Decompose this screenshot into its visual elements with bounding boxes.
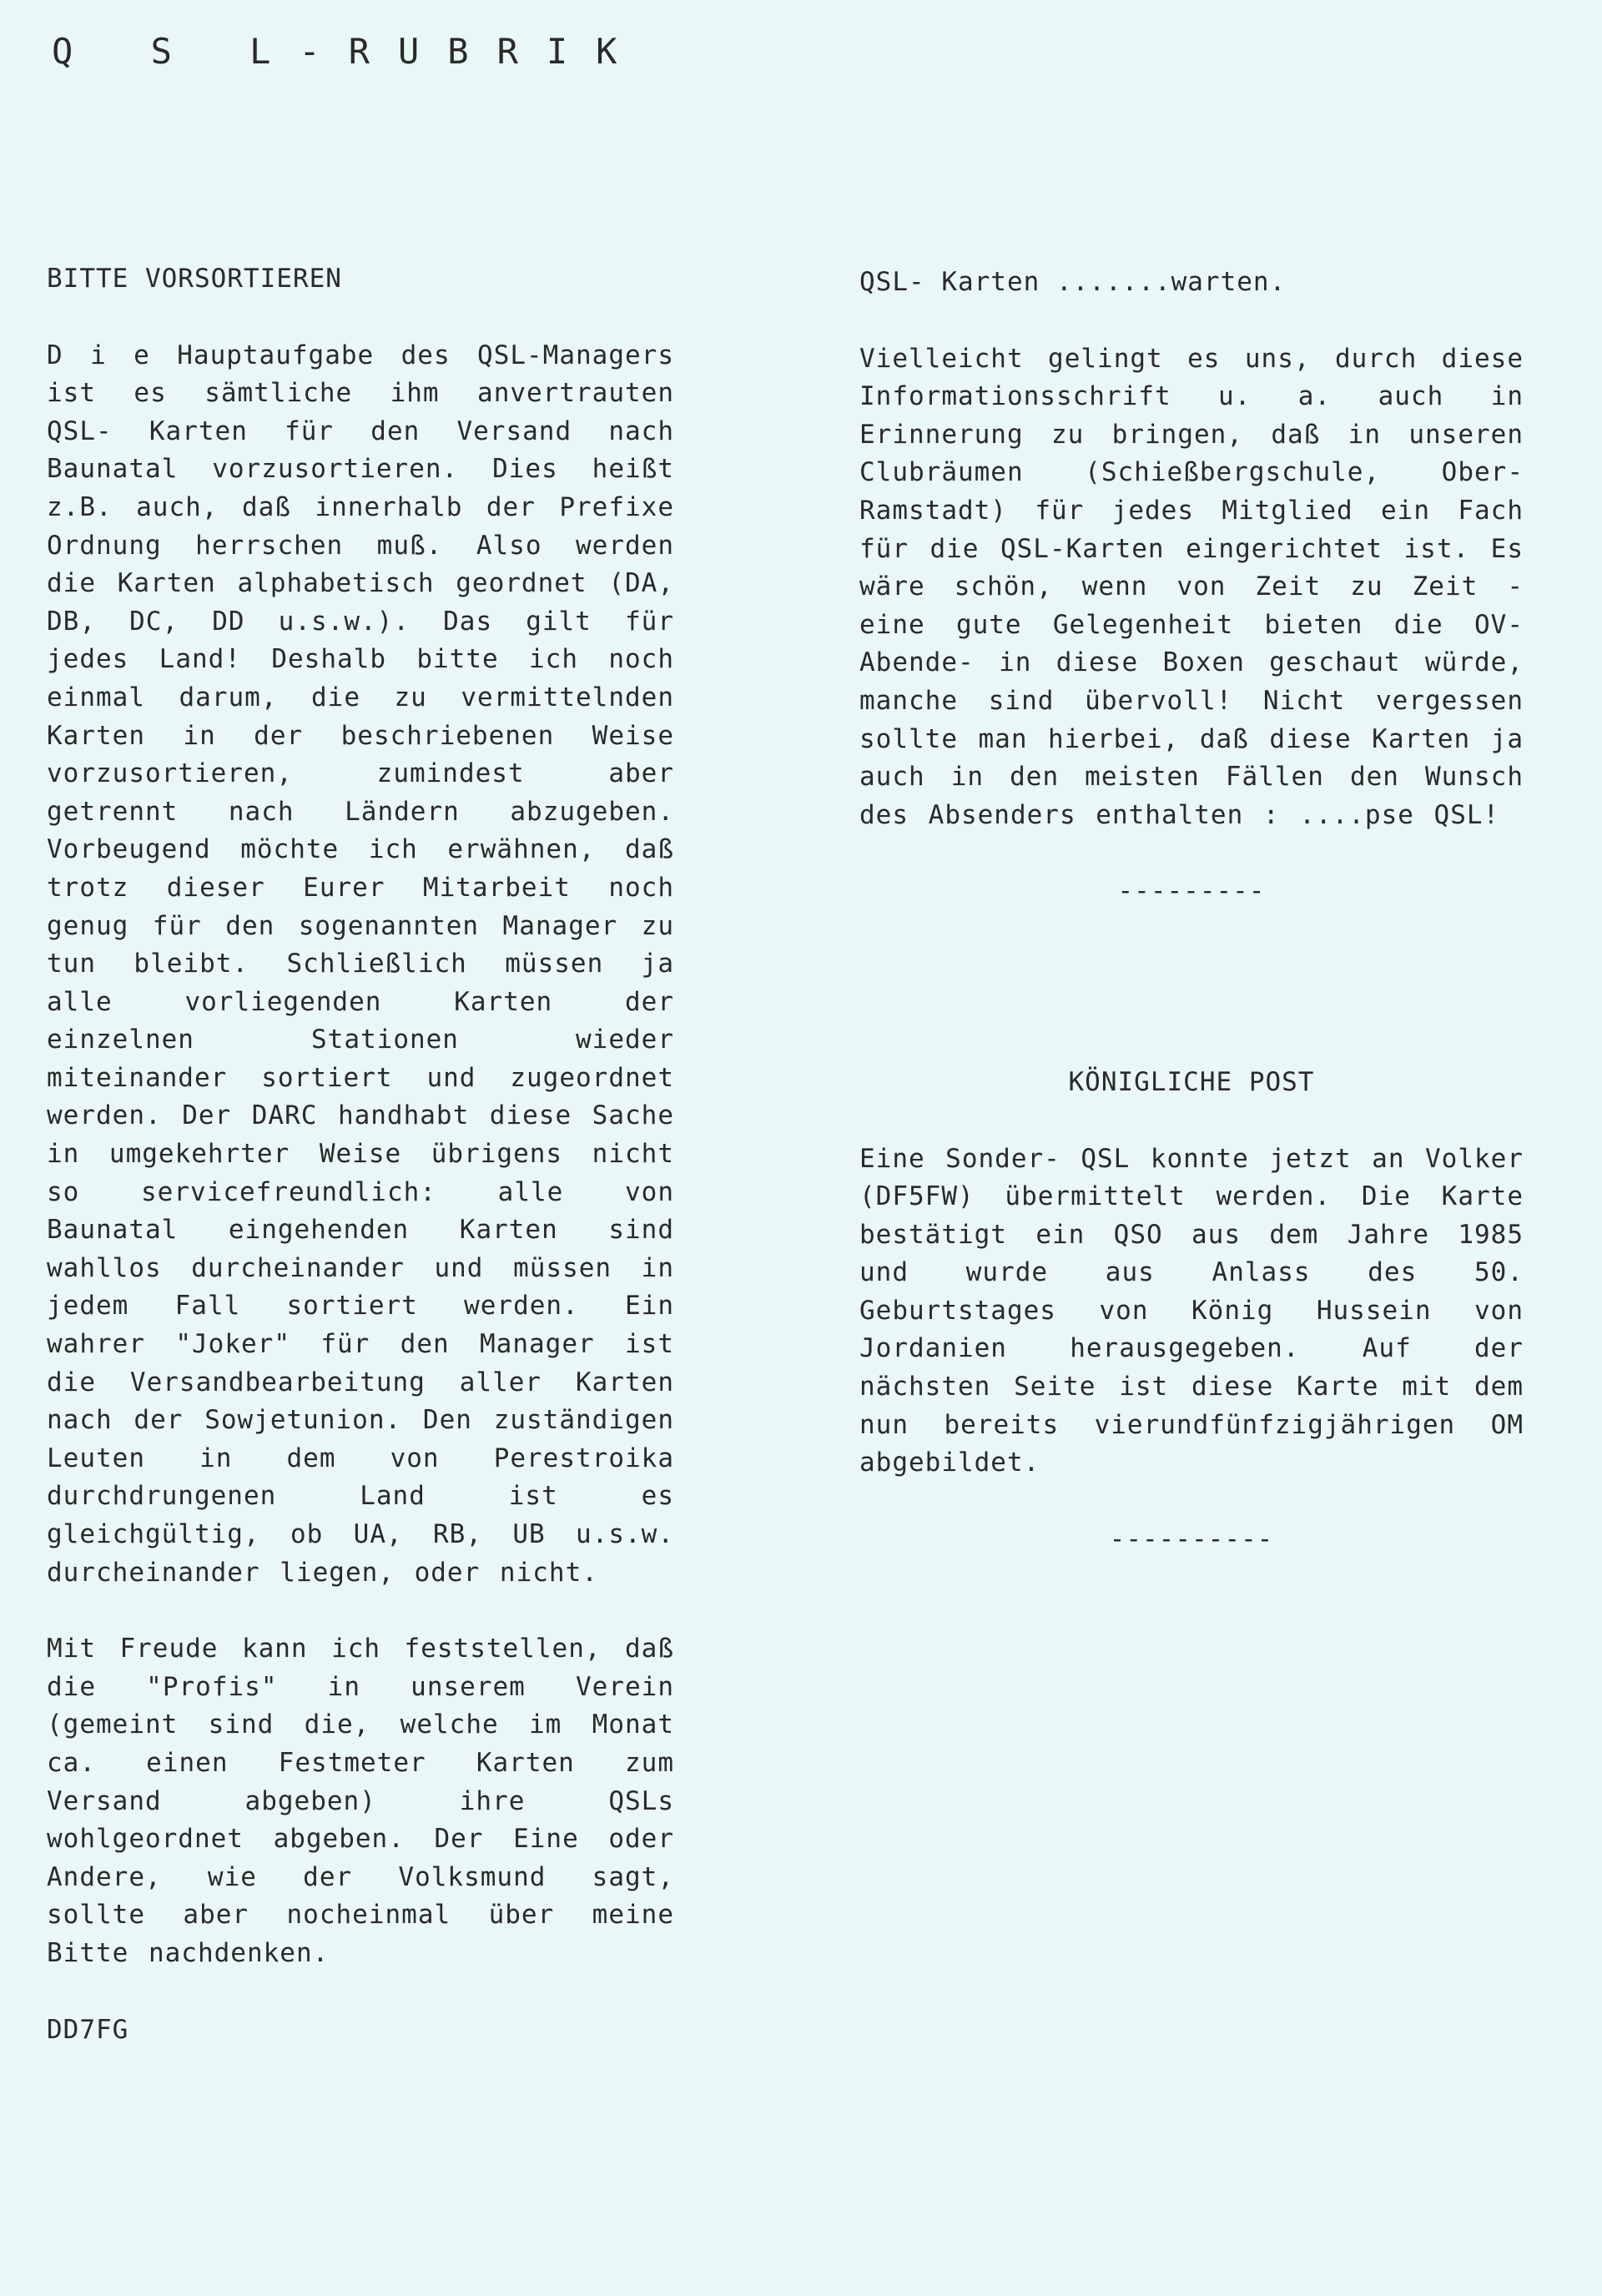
section-divider-2: ---------- [1109,1523,1274,1554]
section-heading-koenigliche-post: KÖNIGLICHE POST [1068,1066,1315,1097]
section-heading-vorsortieren: BITTE VORSORTIEREN [47,264,342,294]
paragraph-vorsortieren-2: Mit Freude kann ich feststellen, daß die "Profis" in unserem Verein (gemeint sind die, welche im Monat ca. einen Festmeter Karten zum Versand abgeben) ihre QSLs wohlgeordnet abgeben. Der Eine oder Andere, wie der Volksmund sagt, sollte aber nocheinmal über meine Bitte nachdenken. [47,1634,674,1968]
left-column [47,260,674,2049]
section-intro-warten: QSL- Karten .......warten. [859,267,1287,297]
paragraph-vorsortieren-1: D i e Hauptaufgabe des QSL-Managers ist es sämtliche ihm anvertrauten QSL- Karten für den Versand nach Baunatal vorzusortieren. Dies heißt z.B. auch, daß innerhalb der Prefixe Ordnung herrschen muß. Also werden die Karten alphabetisch geordnet (DA, DB, DC, DD u.s.w.). Das gilt für jedes Land! Deshalb bitte ich noch einmal darum, die zu vermittelnden Karten in der beschriebenen Weise vorzusortieren, zumindest aber getrennt nach Ländern abzugeben. Vorbeugend möchte ich erwähnen, daß trotz dieser Eurer Mitarbeit noch genug für den sogenannten Manager zu tun bleibt. Schließlich müssen ja alle vorliegenden Karten der einzelnen Stationen wieder miteinander sortiert und zugeordnet werden. Der DARC handhabt diese Sache in umgekehrter Weise übrigens nicht so servicefreundlich: alle von Baunatal eingehenden Karten sind wahllos durcheinander und müssen in jedem Fall sortiert werden. Ein wahrer "Joker" für den Manager ist die Versandbearbeitung aller Karten nach der Sowjetunion. Den zuständigen Leuten in dem von Perestroika durchdrungenen Land ist es gleichgültig, ob UA, RB, UB u.s.w. durcheinander liegen, oder nicht. [47,340,674,1588]
paragraph-koenigliche-post: Eine Sonder- QSL konnte jetzt an Volker (DF5FW) übermittelt werden. Die Karte bestätigt ein QSO aus dem Jahre 1985 und wurde aus Anlass des 50. Geburtstages von König Hussein von Jordanien herausgegeben. Auf der nächsten Seite ist diese Karte mit dem nun bereits vierundfünfzigjährigen OM abgebildet. [859,1143,1524,1478]
right-column [859,264,1524,1558]
section-divider-1: --------- [1117,876,1266,907]
paragraph-clubraeume: Vielleicht gelingt es uns, durch diese Informationsschrift u. a. auch in Erinnerung zu bringen, daß in unseren Clubräumen (Schießbergschule, Ober- Ramstadt) für jedes Mitglied ein Fach für die QSL-Karten eingerichtet ist. Es wäre schön, wenn von Zeit zu Zeit - eine gute Gelegenheit bieten die OV- Abende- in diese Boxen geschaut würde, manche sind übervoll! Nicht vergessen sollte man hierbei, daß diese Karten ja auch in den meisten Fällen den Wunsch des Absenders enthalten : ....pse QSL! [859,343,1524,830]
author-signature: DD7FG [47,2014,129,2045]
page-title: Q S L-RUBRIK [52,31,646,72]
